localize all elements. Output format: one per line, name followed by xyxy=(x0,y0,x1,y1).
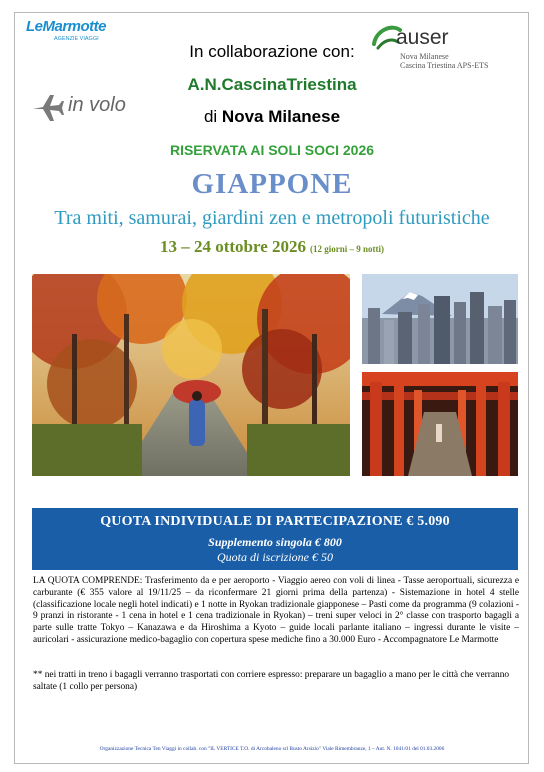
includes-paragraph xyxy=(33,576,519,647)
auser-logo-city: Nova Milanese xyxy=(400,52,449,61)
registration-fee: Quota di iscrizione € 50 xyxy=(217,550,333,564)
luggage-note: ** nei tratti in treno i bagagli verranno trasportati con corriere espresso: preparare un bagaglio a mano per le città che verranno saltate (1 collo per persona) xyxy=(33,670,510,692)
autumn-garden-photo xyxy=(32,274,350,476)
single-supplement: Supplemento singola € 800 xyxy=(208,535,342,549)
le-marmotte-logo-name: LeMarmotte xyxy=(26,18,107,35)
autumn-garden-image xyxy=(32,274,350,476)
in-volo-text: in volo xyxy=(68,94,126,116)
auser-logo-name: auser xyxy=(396,26,449,49)
trip-subtitle: Tra miti, samurai, giardini zen e metropoli futuristiche xyxy=(54,207,490,229)
tokyo-skyline-image xyxy=(362,274,518,364)
footer-text: Organizzazione Tecnica Ten Viaggi in collab. con "IL VERTICE T.O. di Arcobaleno srl Busto Arsizio" Viale Rimembranze, 1 – Aut. N. 1041/01 del 01.03.2006 xyxy=(99,746,445,752)
trip-duration: (12 giorni – 9 notti) xyxy=(310,244,385,254)
collaboration-line: In collaborazione con: xyxy=(189,42,355,61)
in-volo-badge xyxy=(30,92,126,122)
location-prefix: di xyxy=(203,107,222,126)
torii-gates-photo xyxy=(362,372,518,476)
trip-dates-range: 13 – 24 ottobre 2026 xyxy=(159,237,307,256)
includes-text: : Trasferimento da e per aeroporto - Viaggio aereo con voli di linea - Tasse aeroportuali, sicurezza e carburante (€ 355 valore al 19/11/25 – da riconfermare 21 giorni prima della partenza) - Sistemazione in hotel 4 stelle (classificazione locale negli hotel indicati) e 1 notte in Ryokan tradizionale giapponese – Pasti come da programma (9 colazioni - 9 pranzi in ristorante - 1 cena in hotel e 1 cena tradizionale in Ryokan) – treni super veloci in 2° classe con trasporto bagagli a parte sulle tratte Tokyo – Kanazawa e da Hiroshima a Kyoto – guide locali parlante italiano – ingressi durante le visite – auricolari - assicurazione medico-bagaglio con copertura spese mediche fino a 30.000 Euro - Accompagnatore Le Marmotte xyxy=(33,576,519,645)
tokyo-skyline-photo xyxy=(362,274,518,364)
le-marmotte-logo-tagline: AGENZIE VIAGGI xyxy=(54,36,99,42)
auser-logo-association: Cascina Triestina APS-ETS xyxy=(400,61,489,70)
airplane-icon xyxy=(30,92,64,122)
torii-gates-image xyxy=(362,372,518,476)
includes-label: LA QUOTA COMPRENDE xyxy=(33,576,140,586)
trip-title: GIAPPONE xyxy=(191,168,353,200)
location-name: Nova Milanese xyxy=(221,107,341,126)
price-title: QUOTA INDIVIDUALE DI PARTECIPAZIONE € 5.090 xyxy=(100,514,450,529)
members-only-note: RISERVATA AI SOLI SOCI 2026 xyxy=(169,142,375,158)
trip-dates xyxy=(0,237,544,257)
partner-name: A.N.CascinaTriestina xyxy=(187,75,357,94)
price-box xyxy=(32,508,518,570)
